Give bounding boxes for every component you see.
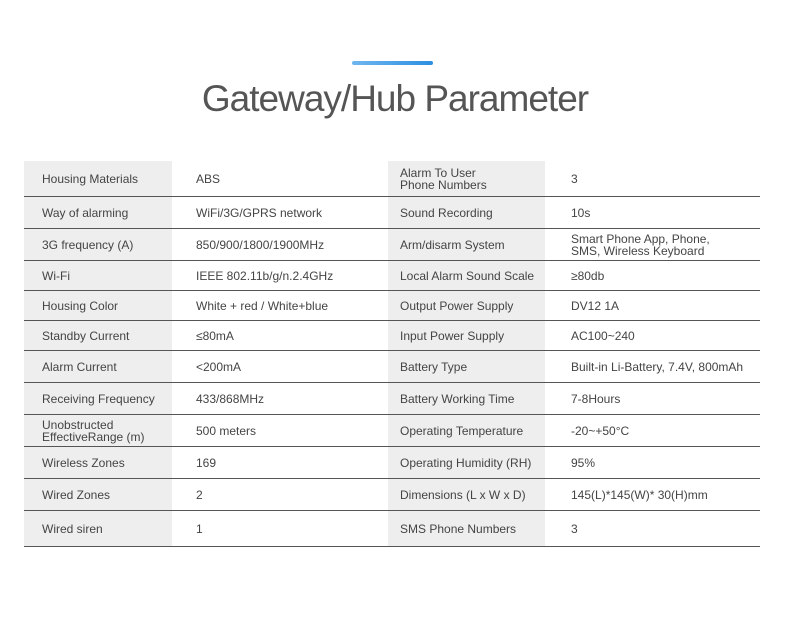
param-value: 1 — [172, 511, 388, 547]
param-value: IEEE 802.11b/g/n.2.4GHz — [172, 261, 388, 291]
param-value: 2 — [172, 479, 388, 511]
param-value: 3 — [545, 161, 760, 197]
table-row — [24, 197, 760, 229]
param-label: Arm/disarm System — [388, 229, 545, 261]
param-label: Input Power Supply — [388, 321, 545, 351]
param-value: 850/900/1800/1900MHz — [172, 229, 388, 261]
table-row — [24, 479, 760, 511]
param-label: Wi-Fi — [24, 261, 172, 291]
param-value: DV12 1A — [545, 291, 760, 321]
table-row — [24, 261, 760, 291]
param-label: Alarm Current — [24, 351, 172, 383]
param-value: ≤80mA — [172, 321, 388, 351]
table-row — [24, 511, 760, 547]
param-label: Dimensions (L x W x D) — [388, 479, 545, 511]
table-row — [24, 229, 760, 261]
param-label: Sound Recording — [388, 197, 545, 229]
param-label: Way of alarming — [24, 197, 172, 229]
param-value: Smart Phone App, Phone, SMS, Wireless Keyboard — [545, 229, 760, 261]
param-label: Receiving Frequency — [24, 383, 172, 415]
param-label: Wired Zones — [24, 479, 172, 511]
table-row — [24, 383, 760, 415]
param-value: ≥80db — [545, 261, 760, 291]
param-value: ABS — [172, 161, 388, 197]
parameter-table-body — [24, 161, 760, 547]
table-row — [24, 447, 760, 479]
param-value: <200mA — [172, 351, 388, 383]
param-value: AC100~240 — [545, 321, 760, 351]
param-label: Battery Type — [388, 351, 545, 383]
param-value: Built-in Li-Battery, 7.4V, 800mAh — [545, 351, 760, 383]
parameter-table — [24, 161, 760, 547]
table-row — [24, 161, 760, 197]
param-label: Housing Materials — [24, 161, 172, 197]
param-label: Local Alarm Sound Scale — [388, 261, 545, 291]
param-value: 95% — [545, 447, 760, 479]
param-value: White + red / White+blue — [172, 291, 388, 321]
param-label: Operating Temperature — [388, 415, 545, 447]
param-value: 10s — [545, 197, 760, 229]
param-label: SMS Phone Numbers — [388, 511, 545, 547]
param-value: 433/868MHz — [172, 383, 388, 415]
param-value: 7-8Hours — [545, 383, 760, 415]
param-value: 500 meters — [172, 415, 388, 447]
param-value: -20~+50°C — [545, 415, 760, 447]
param-value: WiFi/3G/GPRS network — [172, 197, 388, 229]
param-label: Operating Humidity (RH) — [388, 447, 545, 479]
param-label: Output Power Supply — [388, 291, 545, 321]
param-label: Wireless Zones — [24, 447, 172, 479]
param-value: 3 — [545, 511, 760, 547]
page-title: Gateway/Hub Parameter — [201, 78, 589, 119]
param-label: Wired siren — [24, 511, 172, 547]
param-value: 169 — [172, 447, 388, 479]
param-label: 3G frequency (A) — [24, 229, 172, 261]
param-value: 145(L)*145(W)* 30(H)mm — [545, 479, 760, 511]
param-label: Unobstructed EffectiveRange (m) — [24, 415, 172, 447]
title-accent-bar — [352, 61, 433, 65]
table-row — [24, 291, 760, 321]
table-row — [24, 321, 760, 351]
param-label: Battery Working Time — [388, 383, 545, 415]
param-label: Housing Color — [24, 291, 172, 321]
table-row — [24, 351, 760, 383]
param-label: Alarm To User Phone Numbers — [388, 161, 545, 197]
param-label: Standby Current — [24, 321, 172, 351]
table-row — [24, 415, 760, 447]
